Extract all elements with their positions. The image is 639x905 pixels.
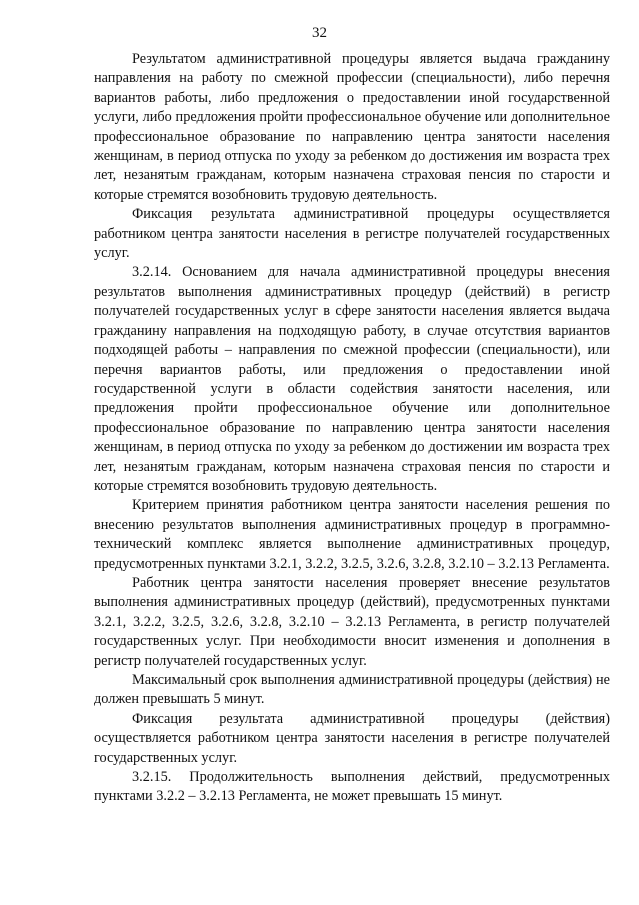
document-body — [94, 50, 610, 807]
paragraph-max-duration: Максимальный срок выполнения административной процедуры (действия) не должен превышать 5 минут. — [94, 672, 610, 708]
paragraph-result-fixation: Фиксация результата административной процедуры осуществляется работником центра занятости населения в регистре получателей государственных услуг. — [94, 206, 610, 262]
paragraph-action-fixation: Фиксация результата административной процедуры (действия) осуществляется работником центра занятости населения в регистре получателей государственных услуг. — [94, 710, 610, 766]
page-number: 32 — [312, 25, 327, 41]
paragraph-verification: Работник центра занятости населения проверяет внесение результатов выполнения административных процедур (действий), предусмотренных пунктами 3.2.1, 3.2.2, 3.2.5, 3.2.6, 3.2.8, 3.2.10 – 3.2.13 Регламента, в регистр получателей государственных услуг. При необходимости вносит изменения и дополнения в регистр получателей государственных услуг. — [94, 574, 610, 669]
paragraph-criterion: Критерием принятия работником центра занятости населения решения по внесению результатов выполнения административных процедур в программно-технический комплекс является выполнение административных процедур, предусмотренных пунктами 3.2.1, 3.2.2, 3.2.5, 3.2.6, 3.2.8, 3.2.10 – 3.2.13 Регламента. — [94, 497, 610, 572]
paragraph-3-2-15: 3.2.15. Продолжительность выполнения действий, предусмотренных пунктами 3.2.2 – 3.2.13 Регламента, не может превышать 15 минут. — [94, 769, 610, 805]
paragraph-result: Результатом административной процедуры является выдача гражданину направления на работу по смежной профессии (специальности), либо перечня вариантов работы, либо предложения о предоставлении иной государственной услуги, либо предложения пройти профессиональное обучение или дополнительное профессиональное образование по направлению центра занятости населения женщинам, в период отпуска по уходу за ребенком до достижения им возраста трех лет, незанятым гражданам, которым назначена страховая пенсия по старости и которые стремятся возобновить трудовую деятельность. — [94, 51, 610, 203]
paragraph-3-2-14: 3.2.14. Основанием для начала административной процедуры внесения результатов выполнения административных процедур (действий) в регистр получателей государственных услуг в сфере занятости населения является выдача гражданину направления на подходящую работу, в случае отсутствия вариантов подходящей работы – направления по смежной профессии (специальности), или перечня вариантов работы, или предложения о предоставлении иной государственной услуги в области содействия занятости населения, или предложения пройти профессиональное обучение или дополнительное профессиональное образование по направлению центра занятости населения женщинам, в период отпуска по уходу за ребенком до достижении им возраста трех лет, незанятым гражданам, которым назначена страховая пенсия по старости и которые стремятся возобновить трудовую деятельность. — [94, 264, 610, 494]
